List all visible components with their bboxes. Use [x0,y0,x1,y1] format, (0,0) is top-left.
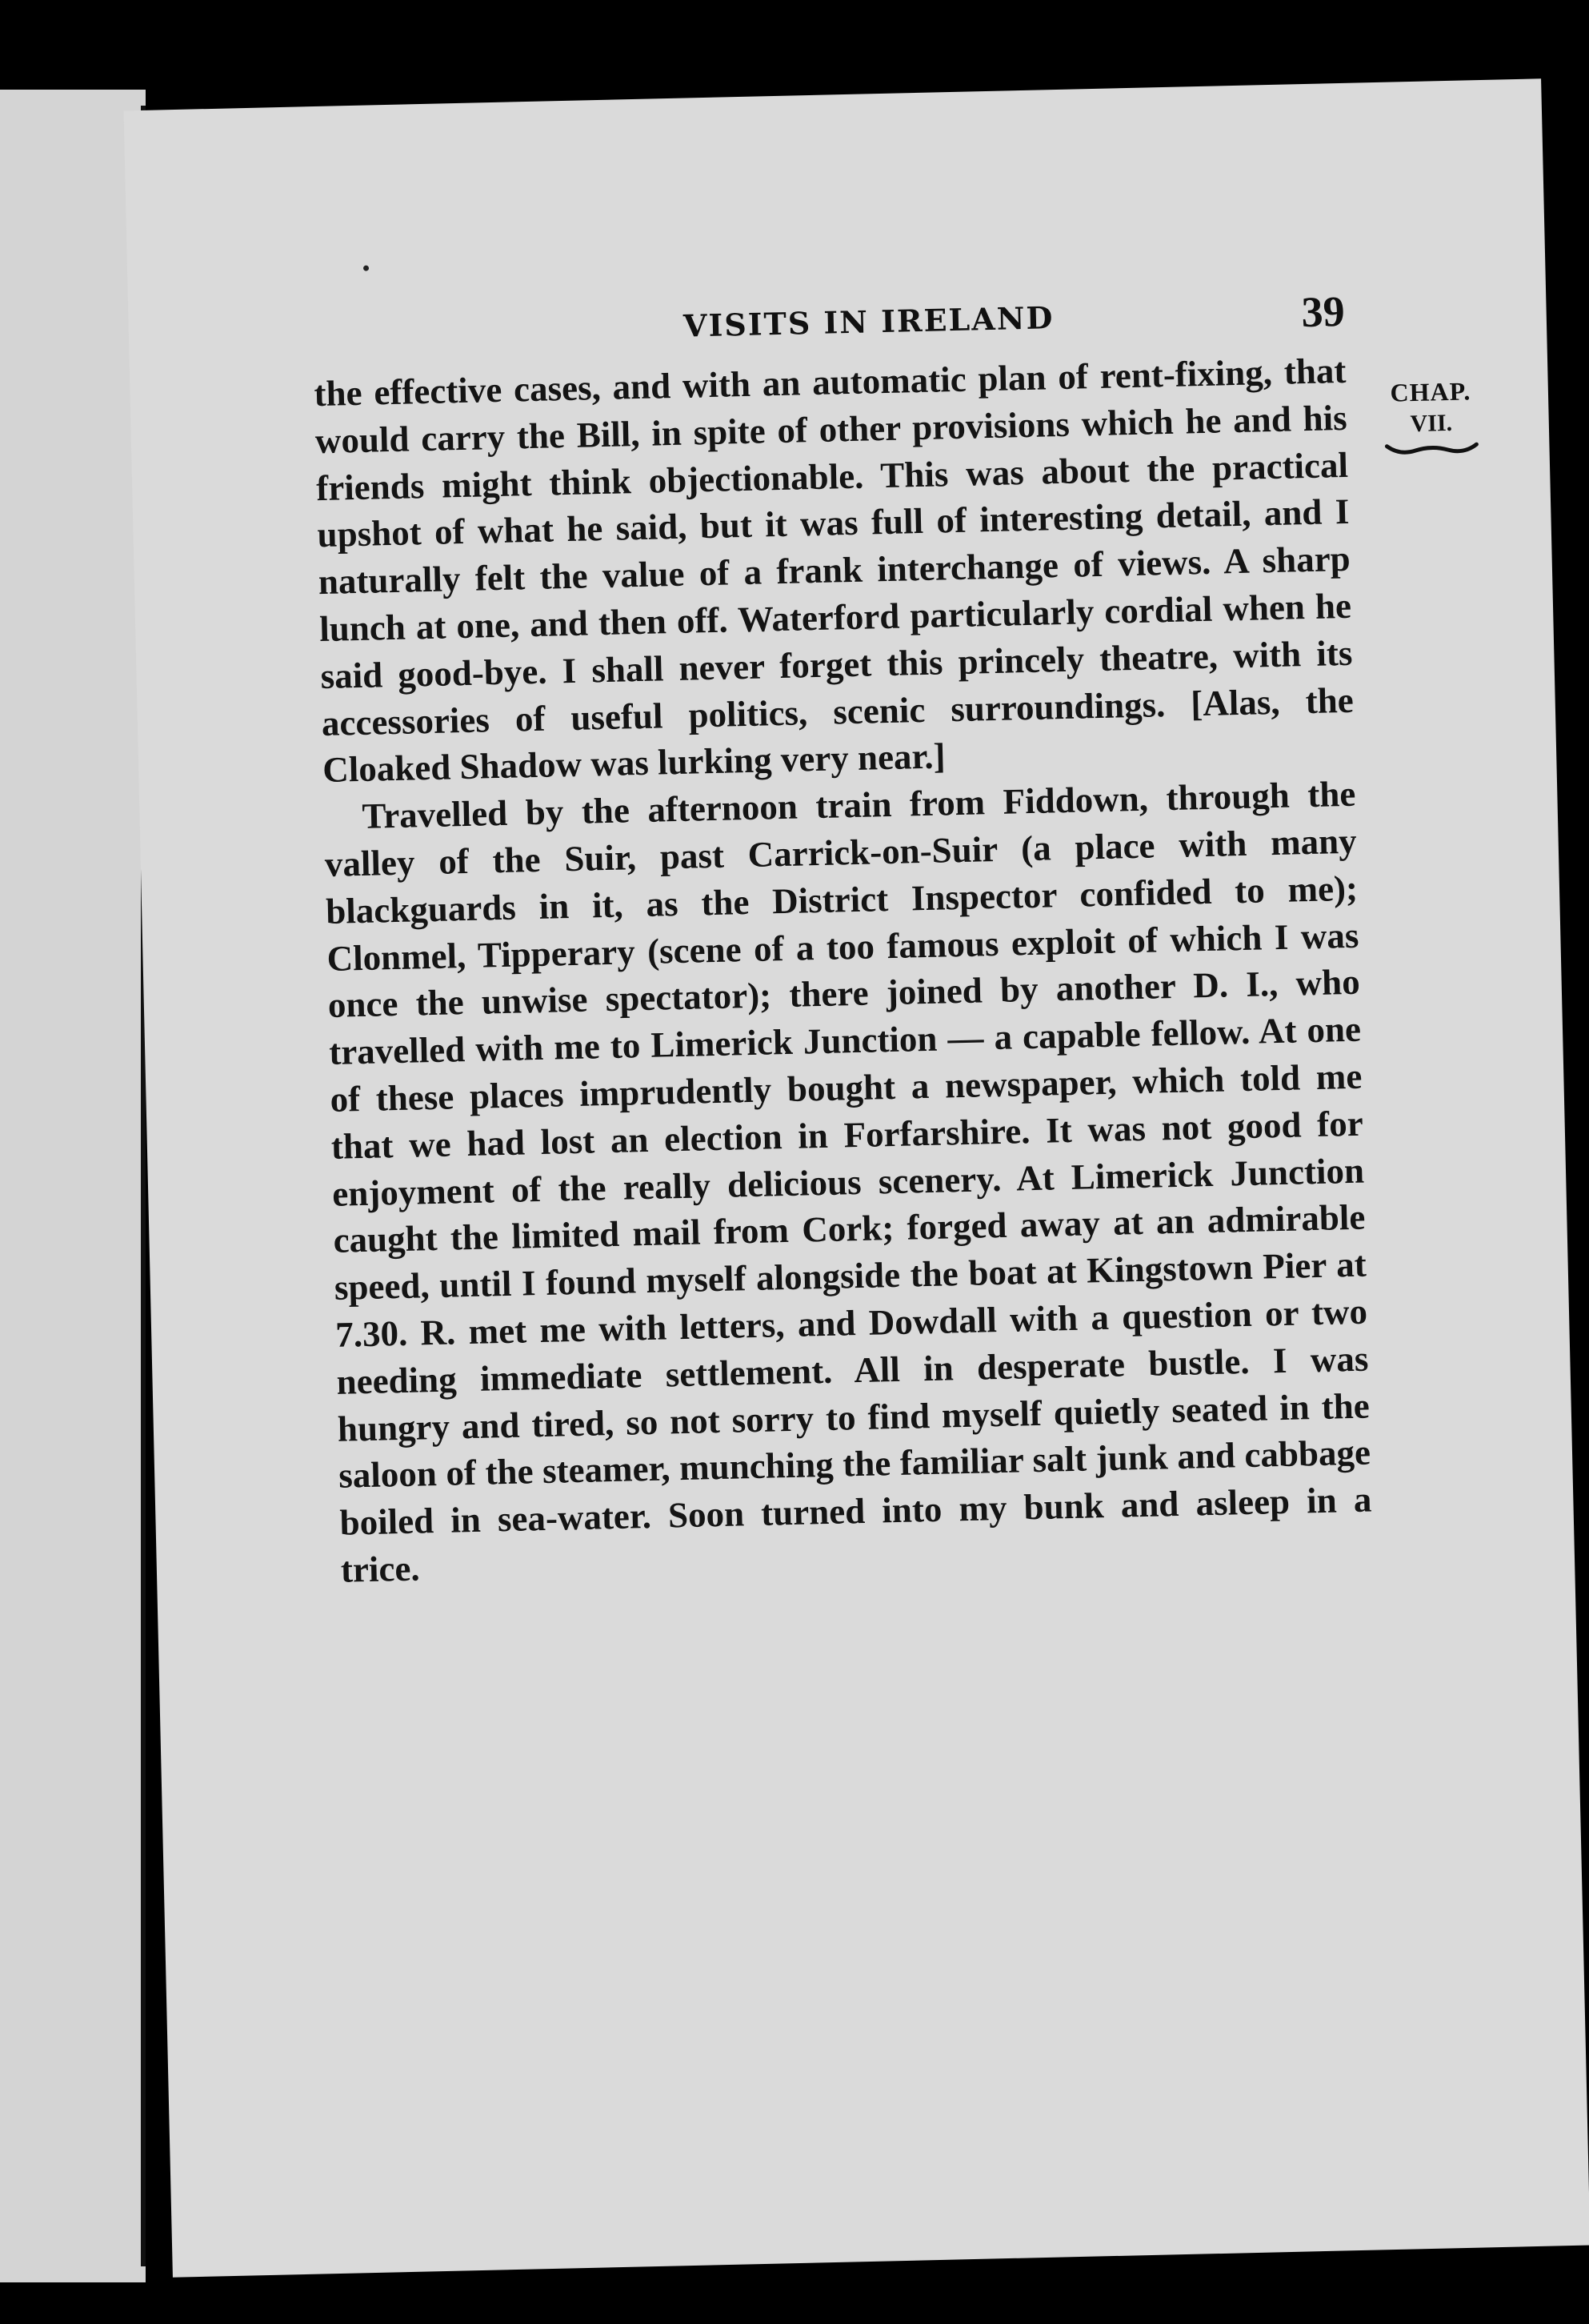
running-head: VISITS IN IRELAND [682,299,1055,344]
print-speck [363,266,369,271]
page-number: 39 [1300,286,1346,337]
book-page [124,78,1589,2278]
chapter-label: CHAP. [1390,376,1471,407]
body-text [314,347,1373,1594]
ornament-swash-icon [1383,439,1479,459]
chapter-margin-note [1375,376,1488,459]
facing-page-edge [0,90,146,2282]
chapter-number: VII. [1410,409,1453,438]
paragraph: the effective cases, and with an automatic plan of rent-fixing, that would carry the Bill, in spite of other provisions which he and his friends might think objectionable. This was about the practical upshot of what he said, but it was full of interesting detail, and I naturally felt the value of a frank interchange of views. A sharp lunch at one, and then off. Waterford particularly cordial when he said good-bye. I shall never forget this princely theatre, with its accessories of useful politics, scenic surroundings. [Alas, the Cloaked Shadow was lurking very near.] [314,350,1355,791]
paragraph: Travelled by the afternoon train from Fiddown, through the valley of the Suir, past Carrick-on-Suir (a place with many blackguards in it, as the District Inspector confided to me); Clonmel, Tipperary (scene of a too famous exploit of which I was once the unwise spectator); there joined by another D. I., who travelled with me to Limerick Junction — a capable fellow. At one of these places imprudently bought a newspaper, which told me that we had lost an election in Forfarshire. It was not good for enjoyment of the really delicious scenery. At Limerick Junction caught the limited mail from Cork; forged away at an admirable speed, until I found myself alongside the boat at Kingstown Pier at 7.30. R. met me with letters, and Dowdall with a question or two needing immediate settlement. All in desperate bustle. I was hungry and tired, so not sorry to find myself quietly seated in the saloon of the steamer, munching the familiar salt junk and cabbage boiled in sea-water. Soon turned into my bunk and asleep in a trice. [324,773,1372,1590]
